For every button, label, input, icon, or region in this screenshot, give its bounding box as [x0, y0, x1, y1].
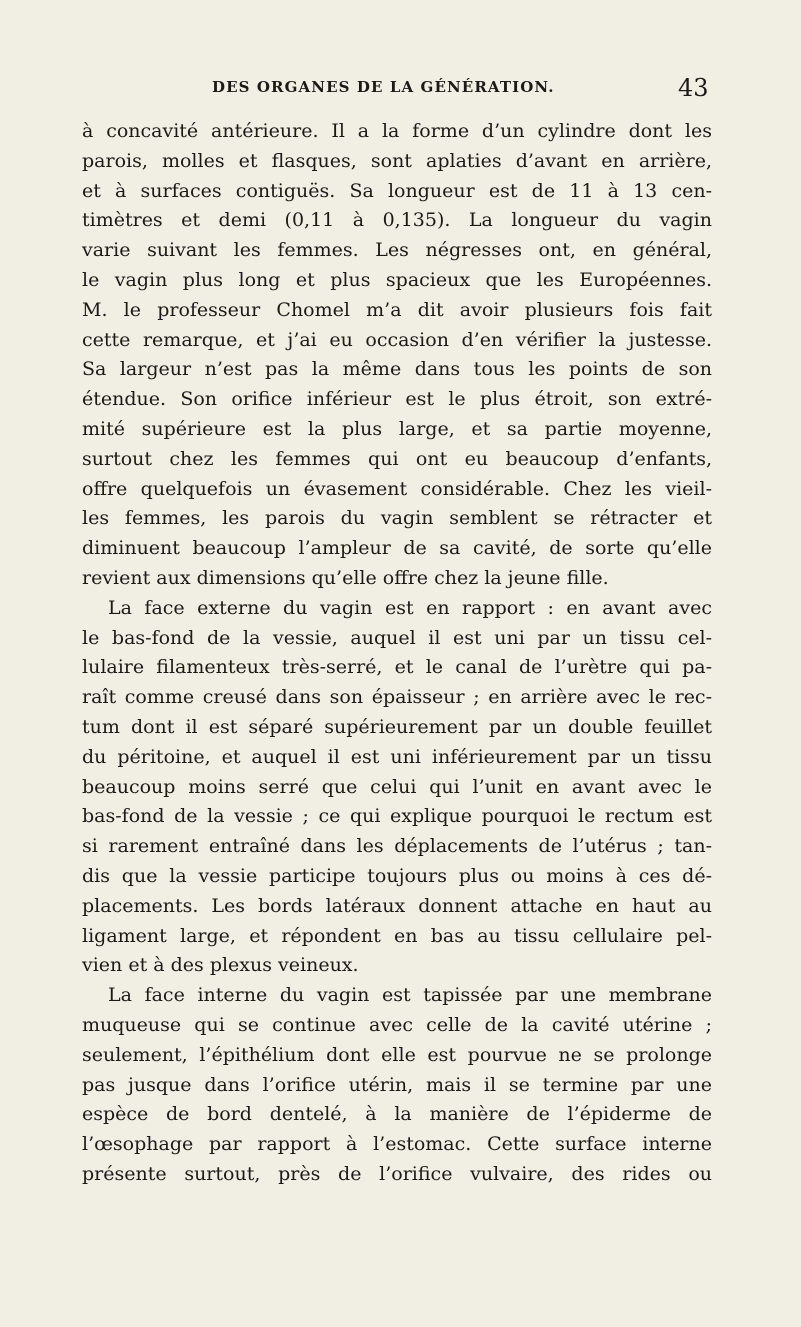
text-line: tum dont il est séparé supérieurement par un double feuillet	[82, 715, 712, 738]
text-line: varie suivant les femmes. Les négresses ont, en général,	[82, 239, 712, 262]
text-line: bas-fond de la vessie ; ce qui explique pourquoi le rectum est	[82, 805, 712, 828]
paragraph-start-line: La face interne du vagin est tapissée par une membrane	[108, 984, 712, 1007]
text-line: les femmes, les parois du vagin semblent se rétracter et	[82, 507, 712, 530]
text-line: placements. Les bords latéraux donnent attache en haut au	[82, 894, 712, 917]
text-line: timètres et demi (0,11 à 0,135). La longueur du vagin	[82, 209, 712, 232]
paragraph-end-line: revient aux dimensions qu’elle offre chez la jeune fille.	[82, 566, 609, 589]
text-line: ligament large, et répondent en bas au tissu cellulaire pel-	[82, 924, 712, 947]
text-line: du péritoine, et auquel il est uni inférieurement par un tissu	[82, 745, 712, 768]
paragraph-start-line: La face externe du vagin est en rapport : en avant avec	[108, 596, 712, 619]
text-line: cette remarque, et j’ai eu occasion d’en vérifier la justesse.	[82, 328, 712, 351]
text-line: dis que la vessie participe toujours plus ou moins à ces dé-	[82, 864, 712, 887]
text-line: offre quelquefois un évasement considérable. Chez les vieil-	[82, 477, 712, 500]
text-line: étendue. Son orifice inférieur est le plus étroit, son extré-	[82, 388, 712, 411]
text-line: beaucoup moins serré que celui qui l’unit en avant avec le	[82, 775, 712, 798]
text-line: raît comme creusé dans son épaisseur ; en arrière avec le rec-	[82, 686, 712, 709]
text-line: diminuent beaucoup l’ampleur de sa cavité, de sorte qu’elle	[82, 537, 712, 560]
text-line: Sa largeur n’est pas la même dans tous les points de son	[82, 358, 712, 381]
text-line: seulement, l’épithélium dont elle est pourvue ne se prolonge	[82, 1043, 712, 1066]
text-line: surtout chez les femmes qui ont eu beaucoup d’enfants,	[82, 447, 712, 470]
paragraph-end-line: vien et à des plexus veineux.	[82, 954, 359, 977]
text-line: pas jusque dans l’orifice utérin, mais il se termine par une	[82, 1073, 712, 1096]
running-title: DES ORGANES DE LA GÉNÉRATION.	[212, 78, 555, 96]
text-line: lulaire filamenteux très-serré, et le canal de l’urètre qui pa-	[82, 656, 712, 679]
text-line: l’œsophage par rapport à l’estomac. Cette surface interne	[82, 1133, 712, 1156]
text-line: parois, molles et flasques, sont aplaties d’avant en arrière,	[82, 149, 712, 172]
text-line: et à surfaces contiguës. Sa longueur est de 11 à 13 cen-	[82, 179, 712, 202]
text-line: à concavité antérieure. Il a la forme d’un cylindre dont les	[82, 120, 712, 142]
text-line: espèce de bord dentelé, à la manière de l’épiderme de	[82, 1103, 712, 1126]
running-head	[0, 74, 801, 108]
text-line: le bas-fond de la vessie, auquel il est uni par un tissu cel-	[82, 626, 712, 649]
body-text	[82, 117, 712, 1190]
text-line: mité supérieure est la plus large, et sa partie moyenne,	[82, 417, 712, 440]
text-line: M. le professeur Chomel m’a dit avoir plusieurs fois fait	[82, 298, 712, 321]
text-line: si rarement entraîné dans les déplacements de l’utérus ; tan-	[82, 835, 712, 858]
text-line: le vagin plus long et plus spacieux que les Européennes.	[82, 268, 712, 291]
text-line: muqueuse qui se continue avec celle de la cavité utérine ;	[82, 1013, 712, 1036]
text-line: présente surtout, près de l’orifice vulvaire, des rides ou	[82, 1162, 712, 1185]
page-number: 43	[678, 74, 709, 102]
